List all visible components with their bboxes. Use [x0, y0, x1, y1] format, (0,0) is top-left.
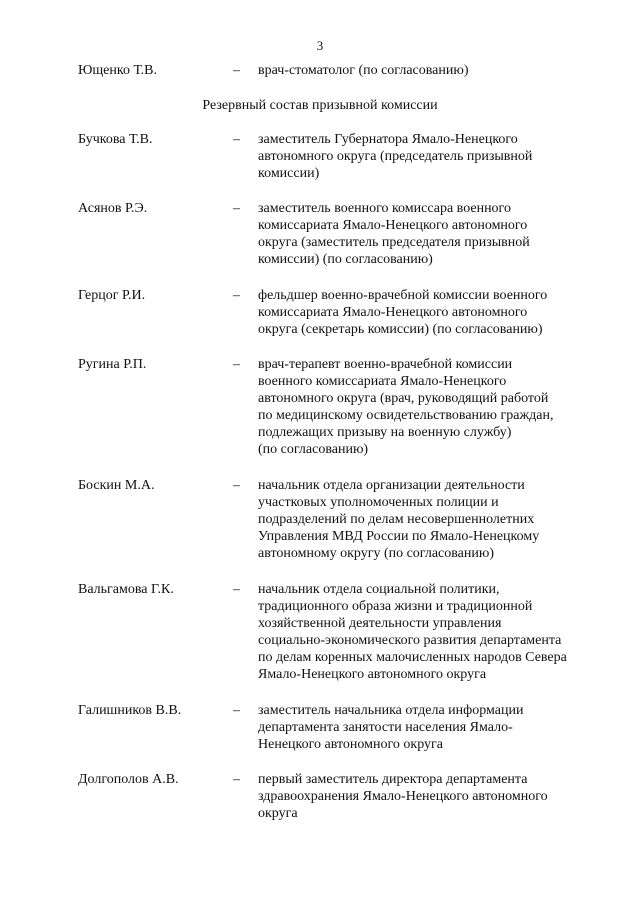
member-role: начальник отдела организации деятельности участковых уполномоченных полиции и подразделений по делам несовершеннолетних Управления МВД России по Ямало-Ненецкому автономному округу (по согласованию) — [258, 478, 540, 561]
member-role: заместитель военного комиссара военного комиссариата Ямало-Ненецкого автономного округа (заместитель председателя призывной комиссии) (по согласованию) — [258, 201, 530, 267]
member-name: Долгополов А.В. — [78, 772, 179, 787]
member-role: первый заместитель директора департамента здравоохранения Ямало-Ненецкого автономного округа — [258, 772, 548, 821]
member-name: Боскин М.А. — [78, 478, 155, 493]
member-name: Асянов Р.Э. — [78, 201, 148, 216]
member-role: заместитель начальника отдела информации департамента занятости населения Ямало- Ненецкого автономного округа — [258, 703, 524, 752]
member-dash: – — [233, 582, 240, 597]
member-dash: – — [233, 201, 240, 216]
page-number: 3 — [316, 38, 324, 53]
member-role: заместитель Губернатора Ямало-Ненецкого автономного округа (председатель призывной комиссии) — [258, 132, 533, 181]
member-dash: – — [233, 357, 240, 372]
member-name: Герцог Р.И. — [78, 288, 146, 303]
member-entry — [0, 287, 640, 339]
member-entry — [0, 356, 640, 460]
member-entry — [0, 771, 640, 823]
member-name: Вальгамова Г.К. — [78, 582, 174, 597]
member-entry — [0, 581, 640, 685]
member-dash: – — [233, 478, 240, 493]
member-entry — [0, 200, 640, 270]
member-dash: – — [233, 703, 240, 718]
member-entry — [0, 702, 640, 754]
section-heading: Резервный состав призывной комиссии — [202, 98, 438, 113]
member-name: Ющенко Т.В. — [78, 63, 157, 78]
member-entry — [0, 131, 640, 183]
member-role: начальник отдела социальной политики, традиционного образа жизни и традиционной хозяйственной деятельности управления социально-экономического развития департамента по делам коренных малочисленных народов Севера Ямало-Ненецкого автономного округа — [258, 582, 567, 682]
member-entry — [0, 477, 640, 564]
member-name: Галишников В.В. — [78, 703, 182, 718]
member-dash: – — [233, 288, 240, 303]
member-entry-top — [0, 62, 640, 80]
member-dash: – — [233, 63, 240, 78]
member-role: фельдшер военно-врачебной комиссии военного комиссариата Ямало-Ненецкого автономного округа (секретарь комиссии) (по согласованию) — [258, 288, 548, 337]
member-dash: – — [233, 132, 240, 147]
member-role: врач-стоматолог (по согласованию) — [258, 63, 469, 78]
member-name: Ругина Р.П. — [78, 357, 147, 372]
member-role: врач-терапевт военно-врачебной комиссии военного комиссариата Ямало-Ненецкого автономного округа (врач, руководящий работой по медицинскому освидетельствованию граждан, подлежащих призыву на военную службу) (по согласованию) — [258, 357, 554, 457]
member-dash: – — [233, 772, 240, 787]
member-name: Бучкова Т.В. — [78, 132, 153, 147]
